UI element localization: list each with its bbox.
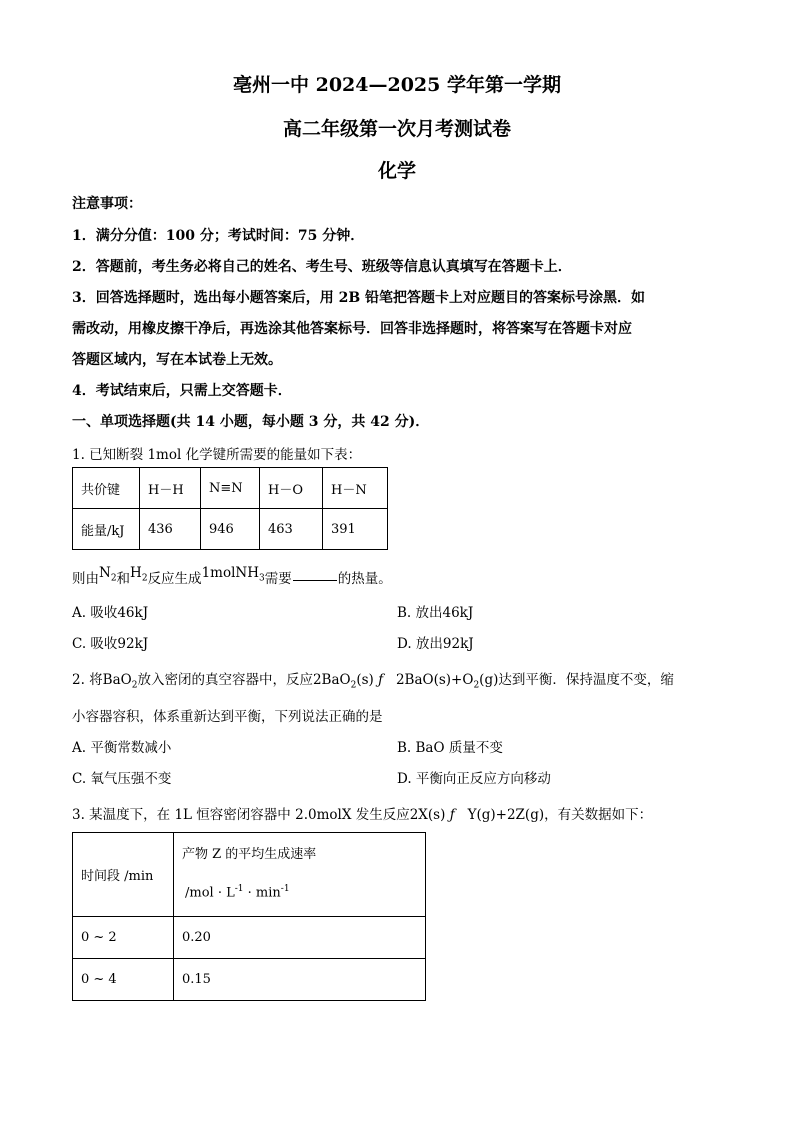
q2-option-b: B. BaO 质量不变 [397,740,503,756]
q1-question-text [72,567,392,590]
table-row [73,959,426,1001]
text-span: Y(g)+2Z(g) [467,807,545,823]
text-span: (s) [356,672,374,688]
superscript: -1 [234,884,244,895]
q2-option-a: A. 平衡常数减小 [72,740,172,756]
q3-rate-table [72,832,426,1001]
note-3-line-1: 3．回答选择题时，选出每小题答案后，用 2B 铅笔把答题卡上对应题目的答案标号涂黑．如 [72,290,646,306]
note-3-line-3: 答题区域内，写在本试卷上无效。 [72,352,282,368]
q1-bond-energy-table [72,467,388,550]
table-cell: H－H [140,468,201,509]
text-span: 放入密闭的真空容器中，反应 [137,672,313,688]
text-span: (g) [479,672,499,688]
formula-h2 [130,565,148,584]
superscript: -1 [280,884,290,895]
subject-title: 化学 [377,160,416,182]
subscript: 2 [110,573,117,584]
text-span: /mol · L [185,885,235,901]
q1-option-c: C. 吸收92kJ [72,636,149,652]
table-row [73,468,388,509]
table-cell: N≡N [201,468,260,509]
table-cell [174,833,426,917]
table-cell: 391 [323,509,388,550]
text-span: 1molNH [201,565,259,581]
table-cell: 0 ~ 4 [73,959,174,1001]
equilibrium-arrow: ƒ [378,672,384,688]
notes-heading: 注意事项： [72,196,142,212]
q1-option-d: D. 放出92kJ [397,636,474,652]
reaction-equation [410,807,544,823]
text-span: 2BaO [312,672,351,688]
q2-stem-line-2: 小容器容积，体系重新达到平衡，下列说法正确的是 [72,709,383,725]
text-span: 则由 [72,571,99,587]
rate-unit [182,872,425,910]
text-span: 的热量。 [337,571,392,587]
answer-blank [293,580,337,581]
table-row [73,917,426,959]
note-4: 4．考试结束后，只需上交答题卡． [72,383,292,399]
table-row [73,833,426,917]
table-cell: 能量/kJ [73,509,140,550]
q2-option-d: D. 平衡向正反应方向移动 [397,771,551,787]
table-cell: H－N [323,468,388,509]
text-span: 2X(s) [409,807,446,823]
subscript: 2 [350,680,357,691]
text-span: 反应生成 [147,571,202,587]
text-span: 需要 [264,571,292,587]
table-cell: 0.20 [174,917,426,959]
table-cell: 共价键 [73,468,140,509]
q1-option-b: B. 放出46kJ [397,605,474,621]
page-title: 亳州一中 2024—2025 学年第一学期 [233,74,561,96]
formula-nh3 [201,565,265,584]
text-span: H [130,565,142,581]
text-span: · min [243,885,281,901]
table-cell: 463 [260,509,323,550]
section-heading: 一、单项选择题(共 14 小题，每小题 3 分，共 42 分)． [72,414,430,430]
table-cell: 时间段 /min [73,833,174,917]
note-1: 1．满分分值：100 分；考试时间：75 分钟． [72,228,365,244]
text-span: 达到平衡．保持温度不变，缩 [498,672,674,688]
q1-stem: 1. 已知断裂 1mol 化学键所需要的能量如下表： [72,447,362,463]
subscript: 2 [473,680,480,691]
text-span: N [99,565,111,581]
q1-option-a: A. 吸收46kJ [72,605,149,621]
q2-option-c: C. 氧气压强不变 [72,771,172,787]
table-row [73,509,388,550]
rate-header-line-1: 产物 Z 的平均生成速率 [182,847,317,863]
text-span: 和 [116,571,131,587]
table-cell: 946 [201,509,260,550]
formula-bao2 [102,672,138,691]
table-cell: 0 ~ 2 [73,917,174,959]
subscript: 2 [141,573,148,584]
text-span: 3. 某温度下，在 1L 恒容密闭容器中 2.0molX 发生反应 [72,807,410,823]
equilibrium-arrow: ƒ [449,807,455,823]
page-subtitle: 高二年级第一次月考测试卷 [282,118,511,140]
note-3-line-2: 需改动，用橡皮擦干净后，再选涂其他答案标号．回答非选择题时，将答案写在答题卡对应 [72,321,632,337]
table-cell: H－O [260,468,323,509]
subscript: 2 [131,680,138,691]
q3-stem [72,803,652,823]
note-2: 2．答题前，考生务必将自己的姓名、考生号、班级等信息认真填写在答题卡上． [72,259,572,275]
subscript: 3 [258,573,265,584]
table-cell: 0.15 [174,959,426,1001]
formula-n2 [99,565,117,584]
table-cell: 436 [140,509,201,550]
text-span: ，有关数据如下： [544,807,653,823]
q2-stem [72,668,674,691]
reaction-equation [312,672,499,691]
text-span: 2BaO(s)+O [395,672,474,688]
text-span: BaO [102,672,132,688]
text-span: 2. 将 [72,672,103,688]
